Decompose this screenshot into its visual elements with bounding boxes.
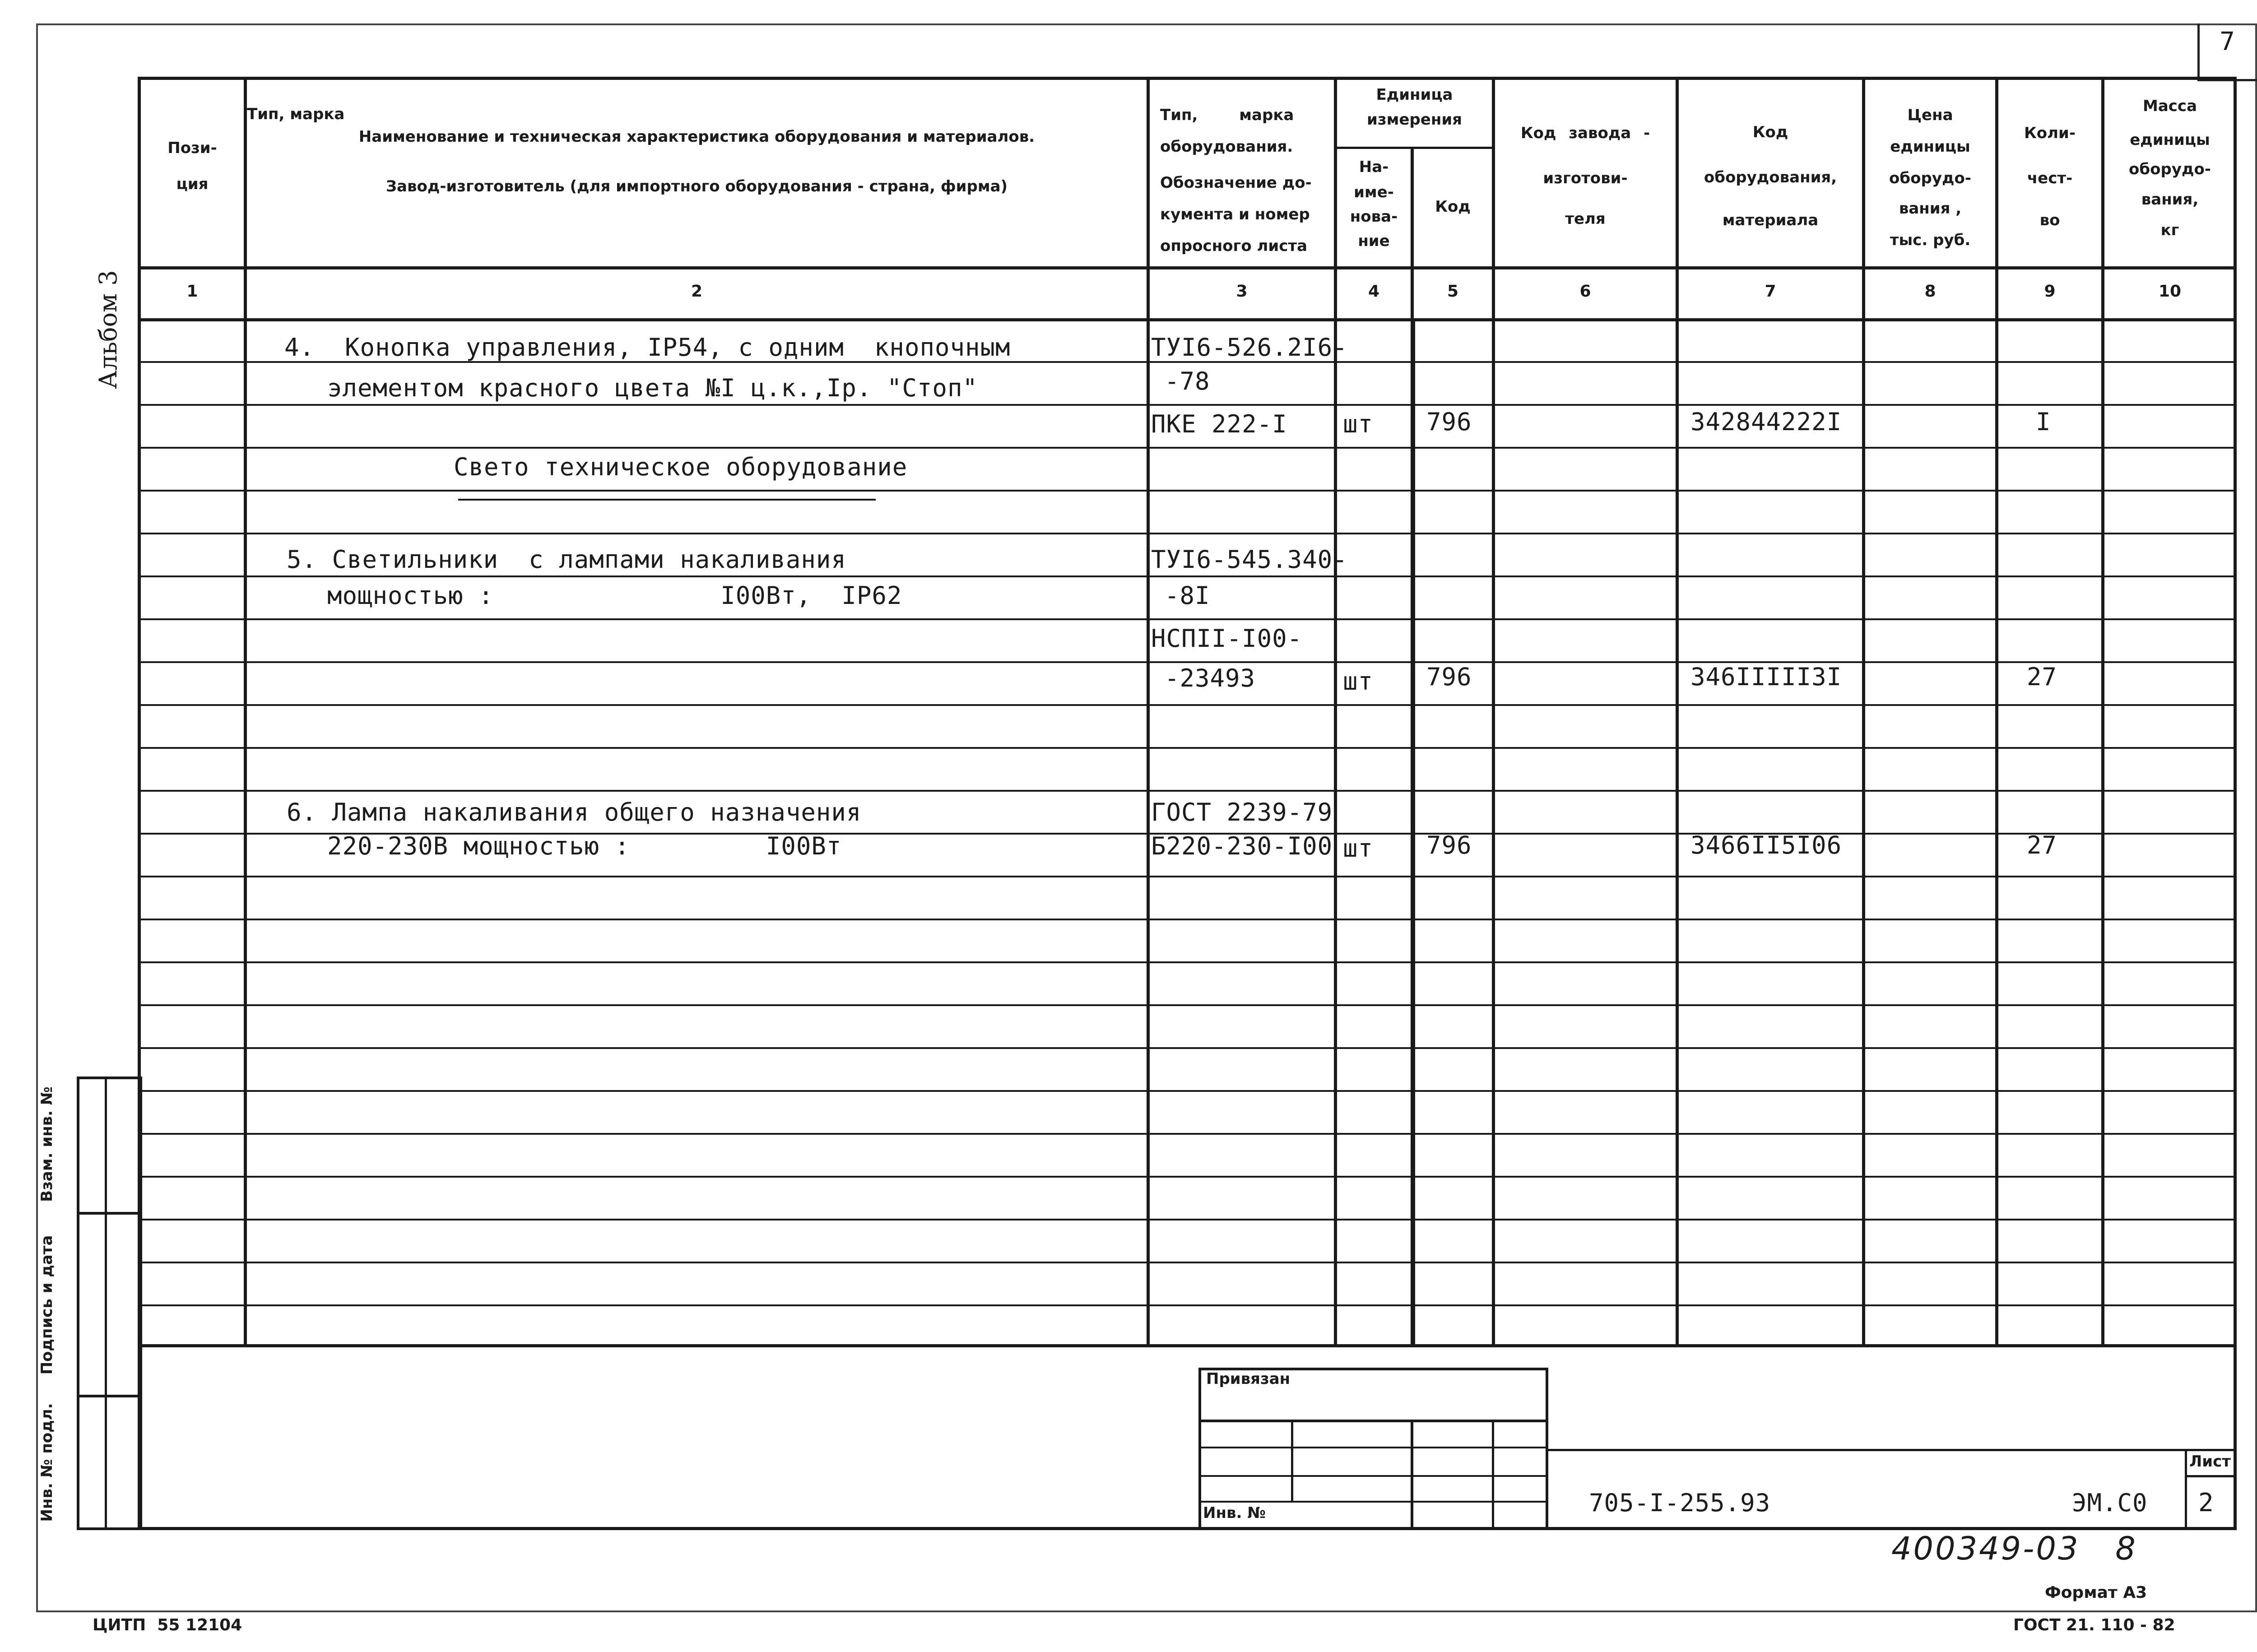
row-line (138, 919, 2237, 920)
inv-no-label: Инв. № (1203, 1504, 1266, 1522)
stamp-line (77, 1395, 142, 1397)
row-line (138, 1176, 2237, 1178)
privyazan-label: Привязан (1206, 1370, 1291, 1388)
row-line (138, 490, 2237, 492)
row-unit-code: 796 (1426, 663, 1472, 691)
corner-sheet-number: 7 (2220, 27, 2235, 56)
col-line-9 (2101, 77, 2104, 1345)
stamp-column (77, 1077, 142, 1530)
col-line-8 (1995, 77, 1998, 1345)
row-unit-code: 796 (1426, 408, 1472, 436)
row-line (138, 618, 2237, 620)
list-box-line (2185, 1475, 2237, 1477)
row-equip-code: 346IIIII3I (1690, 663, 1842, 691)
row-name: 4. Конопка управления, IP54, с одним кнопочным (284, 333, 1011, 362)
col-line-3 (1334, 77, 1337, 1345)
row-name: 5. Светильники с лампами накаливания (287, 545, 846, 574)
stamp-inv-podl: Инв. № подл. (38, 1403, 56, 1522)
document-code: 705-I-255.93 (1589, 1489, 1771, 1517)
row-qty: I (2036, 408, 2051, 436)
row-line (138, 704, 2237, 706)
footer-right: ГОСТ 21. 110 - 82 (2013, 1616, 2175, 1634)
row-name: 220-230В мощностью : I00Вт (327, 832, 842, 860)
row-doc: -78 (1165, 367, 1210, 395)
row-doc: ТУI6-545.340- (1151, 545, 1348, 574)
row-doc: НСПII-I00- (1151, 624, 1303, 653)
handwritten-archive-number: 400349-03 8 (1891, 1530, 2137, 1567)
tb-line (1198, 1447, 1548, 1448)
row-name: 6. Лампа накаливания общего назначения (287, 798, 862, 826)
tb-line (1198, 1420, 1548, 1422)
row-line (138, 533, 2237, 534)
row-line (138, 1090, 2237, 1092)
footer-left: ЦИТП 55 12104 (93, 1616, 242, 1634)
row-line (138, 404, 2237, 406)
row-line (138, 961, 2237, 963)
row-doc: -23493 (1165, 664, 1256, 692)
row-name: мощностью : I00Вт, IP62 (327, 581, 902, 610)
row-line (138, 575, 2237, 577)
tb-vline (1492, 1420, 1494, 1530)
row-qty: 27 (2027, 831, 2057, 859)
tb-line (1198, 1475, 1548, 1477)
row-equip-code: 3466II5I06 (1690, 831, 1842, 859)
stamp-sign-date: Подпись и дата (38, 1235, 56, 1375)
album-label: Альбом 3 (94, 270, 122, 389)
stamp-column-divider (105, 1077, 107, 1530)
section-title-underline (458, 499, 876, 501)
tb-vline (1411, 1420, 1413, 1530)
code-area-top (1548, 1449, 2237, 1451)
row-unit-code: 796 (1426, 831, 1472, 859)
tb-vline (1291, 1420, 1293, 1501)
row-doc: Б220-230-I00 (1151, 832, 1333, 860)
list-number: 2 (2198, 1488, 2214, 1517)
stamp-inv-vzam: Взам. инв. № (38, 1086, 56, 1202)
section-title: Свето техническое оборудование (454, 453, 908, 481)
col-line-5 (1492, 77, 1495, 1345)
row-doc: ПКЕ 222-I (1151, 410, 1287, 438)
list-label: Лист (2189, 1452, 2231, 1471)
tb-line (1198, 1501, 1548, 1503)
col-line-6 (1676, 77, 1679, 1345)
row-qty: 27 (2027, 663, 2057, 691)
row-line (138, 747, 2237, 749)
header-col5: Код (1435, 198, 1471, 216)
row-line (138, 876, 2237, 877)
row-equip-code: 342844222I (1690, 408, 1842, 436)
row-line (138, 1133, 2237, 1135)
row-doc: ГОСТ 2239-79 (1151, 798, 1333, 826)
column-numbers-bottom-line (138, 318, 2237, 321)
row-line (138, 1304, 2237, 1306)
row-doc: ТУI6-526.2I6- (1151, 333, 1348, 362)
row-unit: шт (1343, 410, 1374, 438)
row-name: элементом красного цвета №I ц.к.,Iр. "Стоп" (327, 374, 978, 402)
row-line (138, 1047, 2237, 1049)
row-line (138, 1219, 2237, 1220)
row-line (138, 1004, 2237, 1006)
row-unit: шт (1343, 667, 1374, 696)
table-body-bottom (138, 1344, 2237, 1347)
row-line (138, 447, 2237, 449)
col-line-2 (1147, 77, 1150, 1345)
row-line (138, 790, 2237, 792)
format-label: Формат А3 (2045, 1583, 2147, 1602)
row-doc: -8I (1165, 581, 1210, 610)
header-bottom-line (138, 266, 2237, 269)
stamp-line (77, 1212, 142, 1215)
col-line-1 (244, 77, 247, 1345)
row-line (138, 1262, 2237, 1263)
col-line-7 (1862, 77, 1865, 1345)
row-unit: шт (1343, 834, 1374, 863)
document-mark: ЭМ.С0 (2072, 1489, 2148, 1517)
